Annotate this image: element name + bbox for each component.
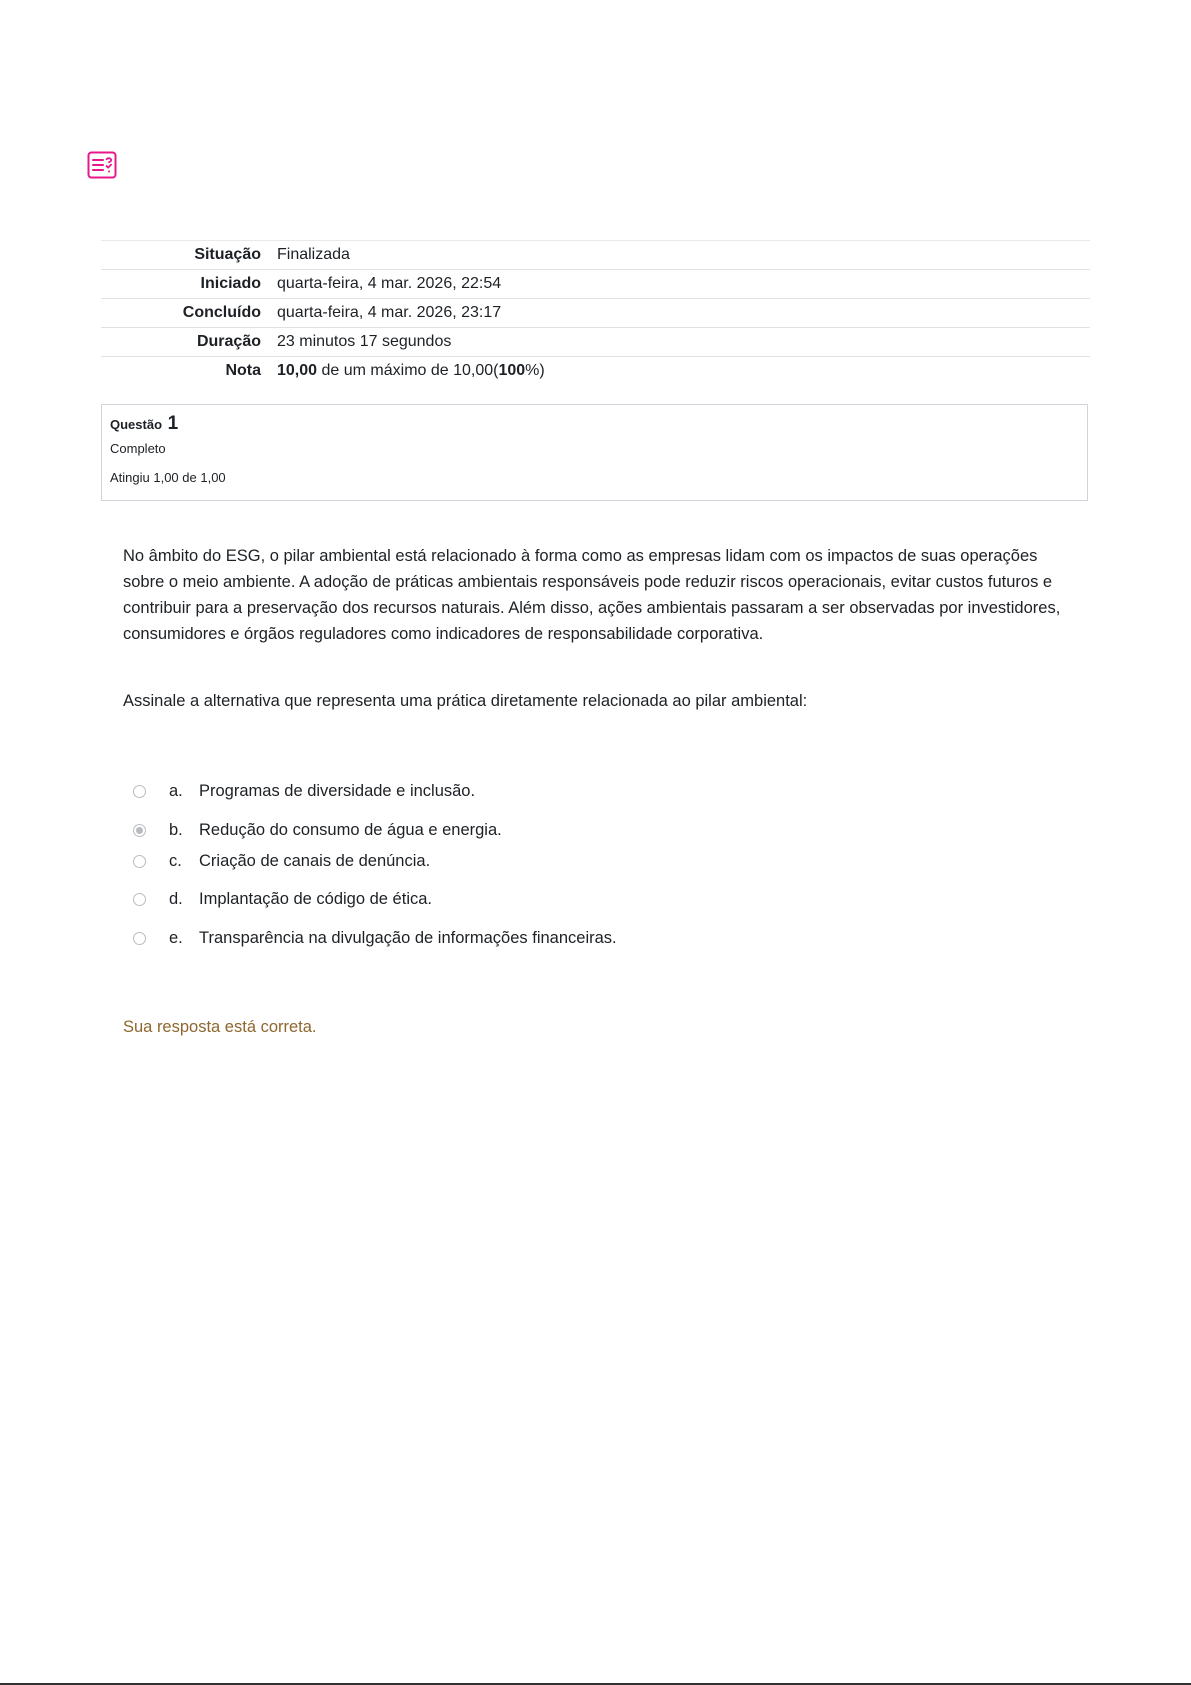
grade-percent: 100	[498, 362, 526, 379]
summary-value: 23 minutos 17 segundos	[277, 333, 452, 350]
option-text: Redução do consumo de água e energia.	[199, 820, 502, 839]
summary-value: quarta-feira, 4 mar. 2026, 22:54	[277, 275, 502, 292]
summary-label: Iniciado	[200, 275, 261, 292]
question-number-value: 1	[167, 413, 179, 434]
answer-option-e[interactable]	[133, 926, 617, 950]
summary-label: Duração	[196, 333, 261, 350]
summary-label: Situação	[194, 246, 261, 263]
summary-label: Nota	[225, 362, 261, 379]
radio-button[interactable]	[133, 785, 146, 798]
summary-row-status	[101, 241, 1090, 270]
option-text: Transparência na divulgação de informações financeiras.	[199, 928, 617, 947]
summary-row-duration	[101, 328, 1090, 357]
question-grade: Atingiu 1,00 de 1,00	[110, 470, 226, 485]
option-text: Implantação de código de ética.	[199, 889, 432, 908]
option-text: Programas de diversidade e inclusão.	[199, 781, 476, 800]
question-number	[110, 411, 1079, 438]
question-label: Questão	[110, 417, 163, 432]
radio-button[interactable]	[133, 855, 146, 868]
question-info-box	[101, 404, 1088, 501]
option-letter: a.	[169, 781, 183, 800]
option-letter: b.	[169, 820, 183, 839]
question-state: Completo	[110, 441, 166, 456]
radio-button-selected[interactable]	[133, 824, 146, 837]
question-prompt: Assinale a alternativa que representa uma prática diretamente relacionada ao pilar ambiental:	[123, 692, 808, 710]
option-letter: e.	[169, 928, 183, 947]
grade-percent-suffix: %)	[525, 362, 545, 379]
attempt-summary-table	[101, 240, 1090, 385]
option-letter: c.	[169, 851, 182, 870]
radio-button[interactable]	[133, 893, 146, 906]
answer-option-d[interactable]	[133, 887, 432, 911]
summary-grade-value	[277, 357, 1090, 386]
answer-option-a[interactable]	[133, 779, 475, 803]
quiz-icon	[87, 151, 117, 181]
summary-row-completed	[101, 299, 1090, 328]
option-text: Criação de canais de denúncia.	[199, 851, 431, 870]
answer-option-c[interactable]	[133, 849, 430, 873]
question-text: No âmbito do ESG, o pilar ambiental está relacionado à forma como as empresas lidam com os impactos de suas operações sobre o meio ambiente. A adoção de práticas ambientais responsáveis pode reduzir riscos operacionais, evitar custos futuros e contribuir para a preservação dos recursos naturais. Além disso, ações ambientais passaram a ser observadas por investidores, consumidores e órgãos reguladores como indicadores de responsabilidade corporativa.	[123, 547, 1061, 643]
option-letter: d.	[169, 889, 183, 908]
summary-row-started	[101, 270, 1090, 299]
summary-label: Concluído	[182, 304, 261, 321]
radio-button[interactable]	[133, 932, 146, 945]
summary-value: Finalizada	[277, 246, 350, 263]
grade-score: 10,00	[277, 362, 318, 379]
answer-feedback: Sua resposta está correta.	[123, 1018, 317, 1036]
summary-value: quarta-feira, 4 mar. 2026, 23:17	[277, 304, 502, 321]
answer-option-b[interactable]	[133, 818, 502, 842]
grade-max-text: de um máximo de 10,00(	[317, 362, 499, 379]
summary-row-grade	[101, 357, 1090, 386]
